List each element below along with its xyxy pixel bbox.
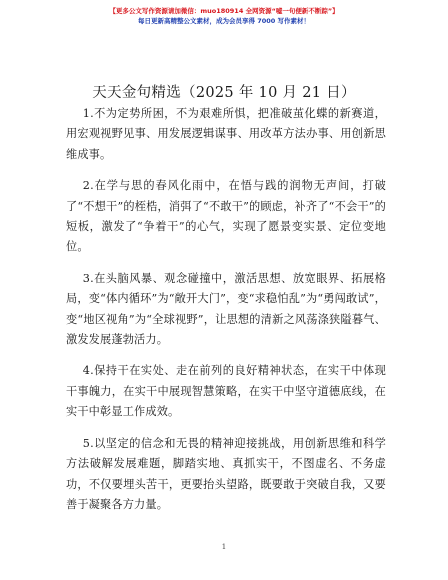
- promo-banner-line-1: 【更多公文写作资源请加微信：muo180914 全网资源“嘘一句便新不断踪”】: [109, 7, 339, 15]
- document-body: [66, 104, 386, 526]
- page-number: 1: [221, 543, 227, 551]
- document-title: 天天金句精选（2025 年 10 月 21 日）: [92, 85, 356, 101]
- paragraph-2: 2.在学与思的春风化雨中，在悟与践的润物无声间，打破了“不想干”的桎梏，消弭了“不敢干”的顾虑，补齐了“不会干”的短板，激发了“争着干”的心气，实现了愿景变实景、定位变地位。: [66, 179, 386, 254]
- paragraph-5: 5.以坚定的信念和无畏的精神迎接挑战，用创新思维和科学方法破解发展难题，脚踏实地、真抓实干，不图虚名、不务虚功，不仅要埋头苦干，更要抬头望路，既要敢于突破自我，又要善于凝聚各方力量。: [66, 436, 386, 511]
- paragraph-4: 4.保持干在实处、走在前列的良好精神状态，在实干中体现干事魄力，在实干中展现智慧策略，在实干中坚守道德底线，在实干中彰显工作成效。: [66, 364, 386, 419]
- paragraph-1: 1.不为定势所困，不为艰难所惧，把准破茧化蝶的新赛道，用宏观视野见事、用发展逻辑谋事、用改革方法办事、用创新思维成事。: [66, 107, 386, 161]
- promo-banner: [0, 6, 448, 26]
- paragraph-3: 3.在头脑风暴、观念碰撞中，激活思想、放宽眼界、拓展格局，变“体内循环”为“敞开大门”，变“求稳怕乱”为“勇闯敢试”，变“地区视角”为“全球视野”，让思想的清新之风荡涤狭隘暮气、激发发展蓬勃活力。: [66, 271, 386, 347]
- promo-banner-line-2: 每日更新高精整公文素材，成为会员享得 7000 写作素材！: [137, 17, 311, 25]
